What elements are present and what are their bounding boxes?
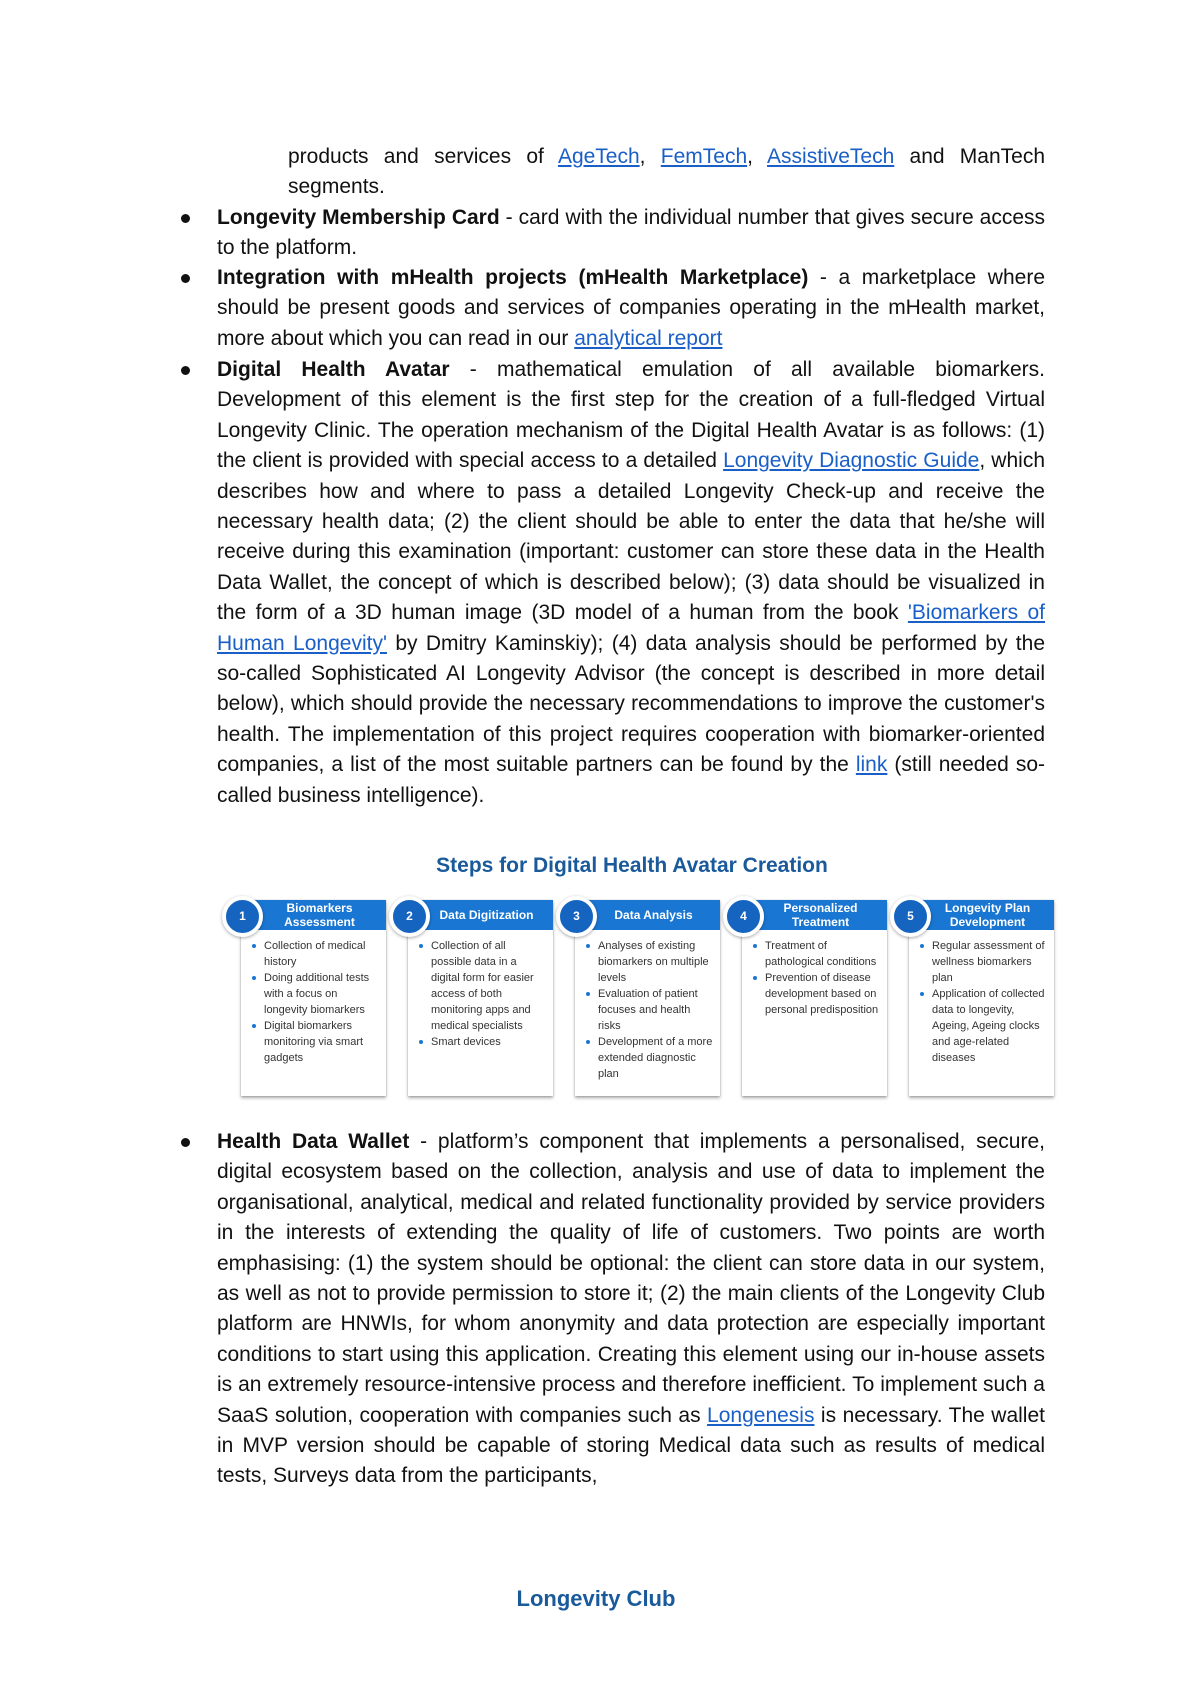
step-item: Treatment of pathological conditions (753, 938, 881, 970)
steps-diagram (222, 896, 1062, 1106)
bullet-icon (181, 1138, 190, 1147)
step-title: Longevity Plan Development (909, 900, 1054, 930)
step-card-2 (389, 896, 534, 1096)
step-items (753, 938, 881, 1018)
longenesis-link[interactable]: Longenesis (707, 1403, 815, 1427)
step-title: Personalized Treatment (742, 900, 887, 930)
step-item: Collection of all possible data in a digital form for easier access of both monitoring apps and medical specialists (419, 938, 547, 1034)
separator: , (747, 145, 768, 168)
bullet-text: is necessary. The wallet in MVP version should be capable of storing Medical data such as results of medical tests, Surveys data from the participants, (217, 1403, 1045, 1488)
step-card-5 (890, 896, 1045, 1096)
bullet-title: Longevity Membership Card (217, 206, 500, 229)
bullet-mhealth-integration (217, 263, 1045, 354)
paragraph-text: and ManTech segments. (288, 145, 1046, 199)
step-items (419, 938, 547, 1050)
step-card-1 (222, 896, 370, 1096)
step-item: Prevention of disease development based on personal predisposition (753, 970, 881, 1018)
segments-paragraph (288, 142, 1045, 203)
bullet-health-data-wallet (217, 1127, 1045, 1492)
step-item: Regular assessment of wellness biomarkers plan (920, 938, 1048, 986)
longevity-diagnostic-guide-link[interactable]: Longevity Diagnostic Guide (723, 449, 980, 473)
step-item: Application of collected data to longevity, Ageing, Ageing clocks and age-related diseases (920, 986, 1048, 1066)
partners-link[interactable]: link (855, 753, 888, 777)
bullet-text: (still needed so-called business intelligence). (217, 753, 1046, 807)
bullet-text: - a marketplace where should be present goods and services of companies operating in the mHealth market, more about which you can read in our (217, 266, 1045, 350)
bullet-icon (181, 366, 190, 375)
step-title: Data Digitization (408, 900, 553, 930)
step-item: Collection of medical history (252, 938, 380, 970)
step-item: Analyses of existing biomarkers on multiple levels (586, 938, 714, 986)
bullet-text: by Dmitry Kaminskiy); (4) data analysis should be performed by the so-called Sophisticated AI Longevity Advisor (the concept is described in more detail below), which should provide the necessary recommendations to improve the customer's health. The implementation of this project requires cooperation with biomarker-oriented companies, a list of the most suitable partners can be found by the (217, 631, 1045, 777)
step-items (920, 938, 1048, 1066)
bullet-icon (181, 214, 190, 223)
bullet-text: - platform’s component that implements a personalised, secure, digital ecosystem based on the collection, analysis and use of data to implement the organisational, analytical, medical and related functionality provided by service providers in the interests of extending the quality of life of customers. Two points are worth emphasising: (1) the system should be optional: the client can store data in our system, as well as not to provide permission to store it; (2) the main clients of the Longevity Club platform are HNWIs, for whom anonymity and data protection are especially important conditions to start using this application. Creating this element using our in-house assets is an extremely resource-intensive process and therefore inefficient. To implement such a SaaS solution, cooperation with companies such as (217, 1130, 1045, 1427)
diagram-title: Steps for Digital Health Avatar Creation (436, 854, 828, 877)
footer-brand: Longevity Club (516, 1586, 676, 1611)
biomarkers-book-link[interactable]: 'Biomarkers of Human Longevity' (217, 601, 1046, 655)
analytical-report-link[interactable]: analytical report (574, 326, 723, 350)
bullet-icon (181, 274, 190, 283)
agetech-link[interactable]: AgeTech (557, 145, 640, 168)
bullet-text: , which describes how and where to pass a detailed Longevity Check-up and receive the necessary health data; (2) the client should be able to enter the data that he/she will receive during this examination (important: customer can store these data in the Health Data Wallet, the concept of which is described below); (3) data should be visualized in the form of a 3D human image (3D model of a human from the book (217, 449, 1046, 625)
step-item: Evaluation of patient focuses and health risks (586, 986, 714, 1034)
bullet-membership-card (217, 203, 1045, 264)
step-item: Development of a more extended diagnostic plan (586, 1034, 714, 1082)
bullet-text: - mathematical emulation of all available biomarkers. Development of this element is the first step for the creation of a full-fledged Virtual Longevity Clinic. The operation mechanism of the Digital Health Avatar is as follows: (1) the client is provided with special access to a detailed (217, 358, 1045, 473)
paragraph-text: products and services of (288, 145, 558, 168)
bullet-title: Digital Health Avatar (217, 358, 450, 381)
step-title: Data Analysis (575, 900, 720, 930)
step-card-3 (556, 896, 713, 1096)
bullet-text: - card with the individual number that gives secure access to the platform. (217, 206, 1045, 260)
step-item: Doing additional tests with a focus on longevity biomarkers (252, 970, 380, 1018)
step-items (252, 938, 380, 1066)
step-number-badge: 4 (723, 896, 764, 937)
step-number-badge: 3 (556, 896, 597, 937)
step-item: Digital biomarkers monitoring via smart gadgets (252, 1018, 380, 1066)
step-number-badge: 2 (389, 896, 430, 937)
assistivetech-link[interactable]: AssistiveTech (767, 145, 895, 168)
step-items (586, 938, 714, 1082)
bullet-digital-health-avatar (217, 355, 1045, 811)
separator: , (639, 145, 661, 168)
femtech-link[interactable]: FemTech (660, 145, 748, 168)
step-number-badge: 1 (222, 896, 263, 937)
step-card-4 (723, 896, 879, 1096)
step-title: Biomarkers Assessment (241, 900, 386, 930)
bullet-title: Integration with mHealth projects (mHealth Marketplace) (217, 266, 809, 289)
bullet-title: Health Data Wallet (217, 1130, 410, 1153)
step-number-badge: 5 (890, 896, 931, 937)
step-item: Smart devices (419, 1034, 547, 1050)
